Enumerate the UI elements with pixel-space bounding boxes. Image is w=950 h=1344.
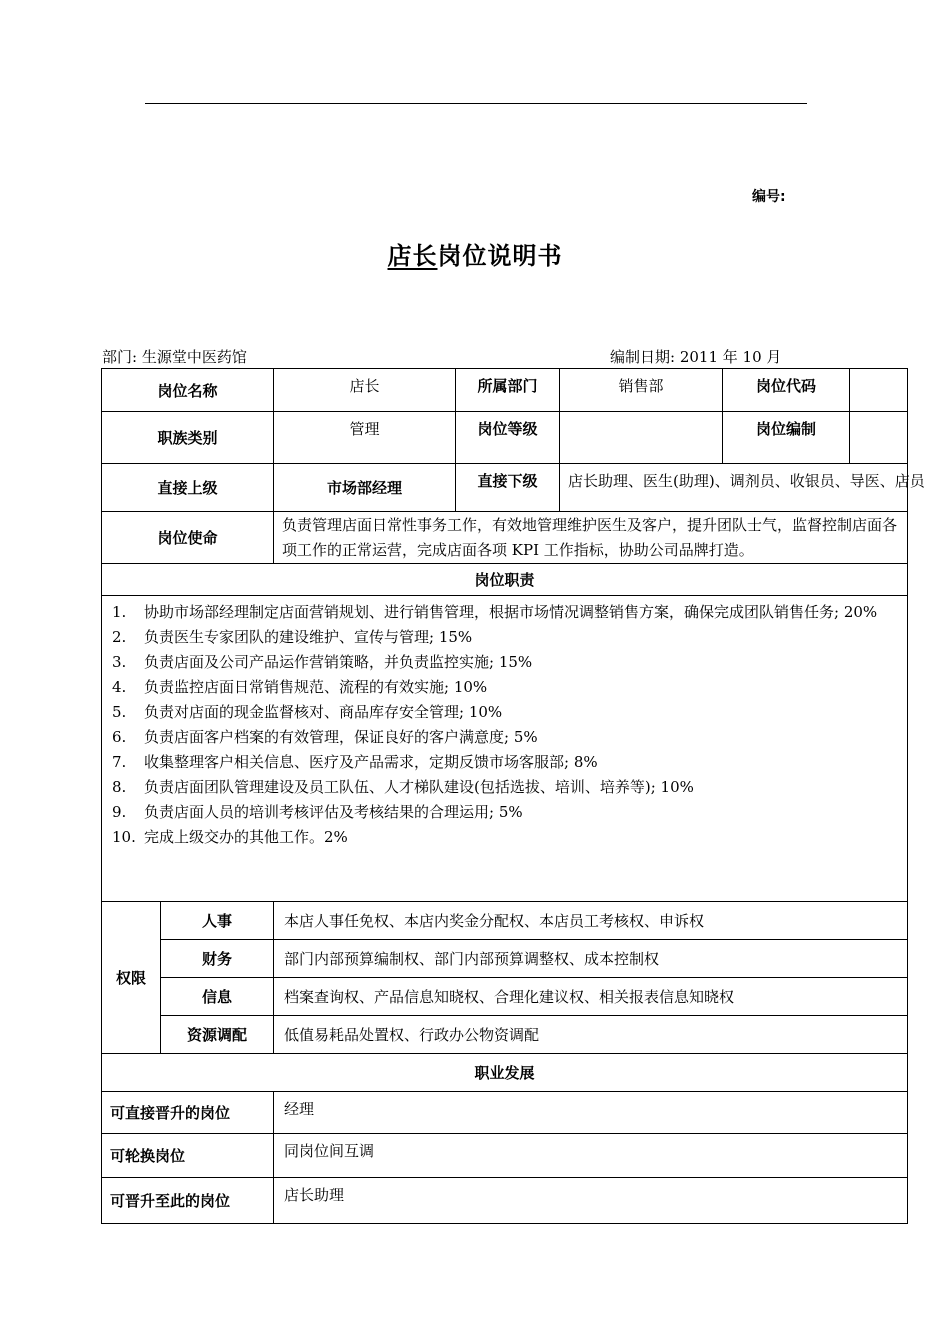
grade-label: 岗位等级: [456, 412, 560, 464]
authority-row-finance: [102, 940, 908, 978]
duty-item: [112, 625, 899, 650]
duty-number: 7.: [112, 753, 127, 771]
duty-item: [112, 775, 899, 800]
career-value: 经理: [274, 1092, 908, 1134]
career-header-row: [102, 1054, 908, 1092]
authority-row-info: [102, 978, 908, 1016]
family-value: 管理: [274, 412, 456, 464]
authority-value: 本店人事任免权、本店内奖金分配权、本店员工考核权、申诉权: [274, 902, 908, 940]
duty-number: 10.: [112, 828, 136, 846]
authority-label: 权限: [102, 902, 161, 1054]
mission-text: 负责管理店面日常性事务工作，有效地管理维护医生及客户，提升团队士气，监督控制店面各项工作的正常运营，完成店面各项 KPI 工作指标，协助公司品牌打造。: [274, 512, 908, 564]
authority-name: 信息: [161, 978, 274, 1016]
duty-item: [112, 600, 899, 625]
career-header: 职业发展: [102, 1054, 908, 1092]
document-number-label: 编号:: [752, 189, 786, 205]
duty-number: 1.: [112, 603, 127, 621]
header-rule: [145, 103, 807, 104]
duty-text: 协助市场部经理制定店面营销规划、进行销售管理，根据市场情况调整销售方案，确保完成团队销售任务; 20%: [144, 603, 878, 621]
subordinate-label: 直接下级: [456, 464, 560, 512]
duty-text: 负责监控店面日常销售规范、流程的有效实施; 10%: [144, 678, 488, 696]
duties-row: [102, 596, 908, 902]
basic-row-2: [102, 412, 908, 464]
duty-number: 2.: [112, 628, 127, 646]
dept-label: 所属部门: [456, 369, 560, 412]
duties-header-row: [102, 564, 908, 596]
duty-item: [112, 650, 899, 675]
duty-number: 3.: [112, 653, 127, 671]
duty-item: [112, 825, 899, 850]
duties-header: 岗位职责: [102, 564, 908, 596]
authority-name: 资源调配: [161, 1016, 274, 1054]
duty-number: 6.: [112, 728, 127, 746]
duty-item: [112, 675, 899, 700]
dept-value: 销售部: [560, 369, 723, 412]
duty-text: 收集整理客户相关信息、医疗及产品需求，定期反馈市场客服部; 8%: [144, 753, 598, 771]
career-row: [102, 1134, 908, 1178]
job-name-label: 岗位名称: [102, 369, 274, 412]
superior-value: 市场部经理: [274, 464, 456, 512]
duty-text: 完成上级交办的其他工作。2%: [144, 828, 348, 846]
duty-text: 负责店面团队管理建设及员工队伍、人才梯队建设(包括选拔、培训、培养等); 10%: [144, 778, 694, 796]
duty-number: 9.: [112, 803, 127, 821]
authority-value: 低值易耗品处置权、行政办公物资调配: [274, 1016, 908, 1054]
duty-text: 负责医生专家团队的建设维护、宣传与管理; 15%: [144, 628, 473, 646]
authority-value: 档案查询权、产品信息知晓权、合理化建议权、相关报表信息知晓权: [274, 978, 908, 1016]
duty-item: [112, 725, 899, 750]
authority-name: 财务: [161, 940, 274, 978]
duty-item: [112, 700, 899, 725]
career-value: 店长助理: [274, 1178, 908, 1224]
duty-item: [112, 750, 899, 775]
job-name-value: 店长: [274, 369, 456, 412]
mission-row: [102, 512, 908, 564]
meta-line: [102, 346, 802, 368]
page-title: [0, 236, 950, 271]
quota-label: 岗位编制: [723, 412, 850, 464]
duty-number: 4.: [112, 678, 127, 696]
duty-item: [112, 800, 899, 825]
duty-text: 负责对店面的现金监督核对、商品库存安全管理; 10%: [144, 703, 503, 721]
family-label: 职族类别: [102, 412, 274, 464]
authority-value: 部门内部预算编制权、部门内部预算调整权、成本控制权: [274, 940, 908, 978]
mission-label: 岗位使命: [102, 512, 274, 564]
career-label: 可直接晋升的岗位: [102, 1092, 274, 1134]
duty-text: 负责店面客户档案的有效管理，保证良好的客户满意度; 5%: [144, 728, 538, 746]
basic-row-1: [102, 369, 908, 412]
duty-number: 5.: [112, 703, 127, 721]
duty-text: 负责店面及公司产品运作营销策略，并负责监控实施; 15%: [144, 653, 533, 671]
basic-row-3: [102, 464, 908, 512]
compile-date: 编制日期: 2011 年 10 月: [610, 348, 782, 366]
superior-label: 直接上级: [102, 464, 274, 512]
title-position-name: 店长: [387, 242, 438, 270]
code-value: [850, 369, 908, 412]
career-row: [102, 1092, 908, 1134]
title-suffix: 岗位说明书: [437, 242, 563, 270]
department-meta: 部门: 生源堂中医药馆: [102, 348, 247, 366]
grade-value: [560, 412, 723, 464]
duties-list: [102, 596, 908, 902]
code-label: 岗位代码: [723, 369, 850, 412]
duty-number: 8.: [112, 778, 127, 796]
authority-row-resource: [102, 1016, 908, 1054]
job-description-table: [101, 368, 925, 1224]
career-value: 同岗位间互调: [274, 1134, 908, 1178]
career-label: 可轮换岗位: [102, 1134, 274, 1178]
authority-name: 人事: [161, 902, 274, 940]
quota-value: [850, 412, 908, 464]
authority-row-hr: [102, 902, 908, 940]
career-label: 可晋升至此的岗位: [102, 1178, 274, 1224]
duty-text: 负责店面人员的培训考核评估及考核结果的合理运用; 5%: [144, 803, 523, 821]
career-row: [102, 1178, 908, 1224]
subordinate-value: 店长助理、医生(助理)、调剂员、收银员、导医、店员: [560, 464, 908, 512]
